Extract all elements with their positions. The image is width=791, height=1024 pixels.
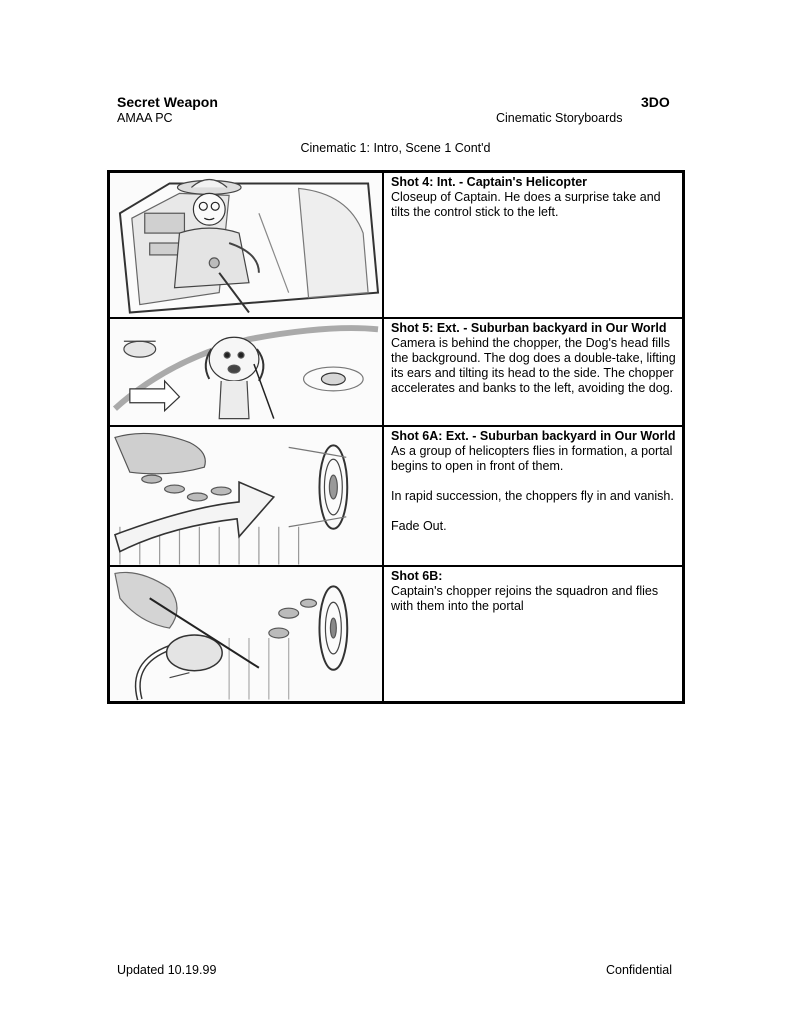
shot-description	[391, 321, 676, 425]
shot-heading: Shot 6A: Ext. - Suburban backyard in Our World	[391, 429, 676, 443]
shot-description	[391, 569, 676, 701]
shot-row	[110, 427, 682, 567]
shot-body: Captain's chopper rejoins the squadron and flies with them into the portal	[391, 584, 659, 613]
confidential-label: Confidential	[606, 963, 673, 977]
shot-description	[391, 175, 676, 317]
shot-row	[110, 567, 682, 701]
storyboard-table	[107, 170, 685, 704]
updated-date: Updated 10.19.99	[117, 963, 217, 977]
company-name: 3DO	[641, 94, 670, 110]
shot-heading: Shot 6B:	[391, 569, 443, 583]
shot-body: In rapid succession, the choppers fly in and vanish.	[391, 489, 674, 503]
shot-body: Fade Out.	[391, 519, 447, 533]
dog-and-chopper-sketch	[110, 319, 384, 425]
shot-heading: Shot 4: Int. - Captain's Helicopter	[391, 175, 588, 189]
scene-subtitle: Cinematic 1: Intro, Scene 1 Cont'd	[300, 141, 491, 155]
shot-body: Closeup of Captain. He does a surprise take and tilts the control stick to the left.	[391, 190, 661, 219]
document-type: Cinematic Storyboards	[496, 111, 623, 125]
chopper-into-portal-sketch	[110, 567, 384, 701]
shot-description	[391, 429, 676, 565]
shot-row	[110, 173, 682, 319]
shot-body: As a group of helicopters flies in formation, a portal begins to open in front of them.	[391, 444, 673, 473]
shot-body: Camera is behind the chopper, the Dog's head fills the background. The dog does a double-take, lifting its ears and tilting its head to the side. The chopper accelerates and banks to the left, avoiding the dog.	[391, 336, 676, 395]
shot-row	[110, 319, 682, 427]
platform-label: AMAA PC	[117, 111, 173, 125]
shot-heading: Shot 5: Ext. - Suburban backyard in Our World	[391, 321, 667, 335]
formation-portal-sketch	[110, 427, 384, 565]
captain-in-cockpit-sketch	[110, 173, 384, 317]
document-title: Secret Weapon	[117, 94, 218, 110]
